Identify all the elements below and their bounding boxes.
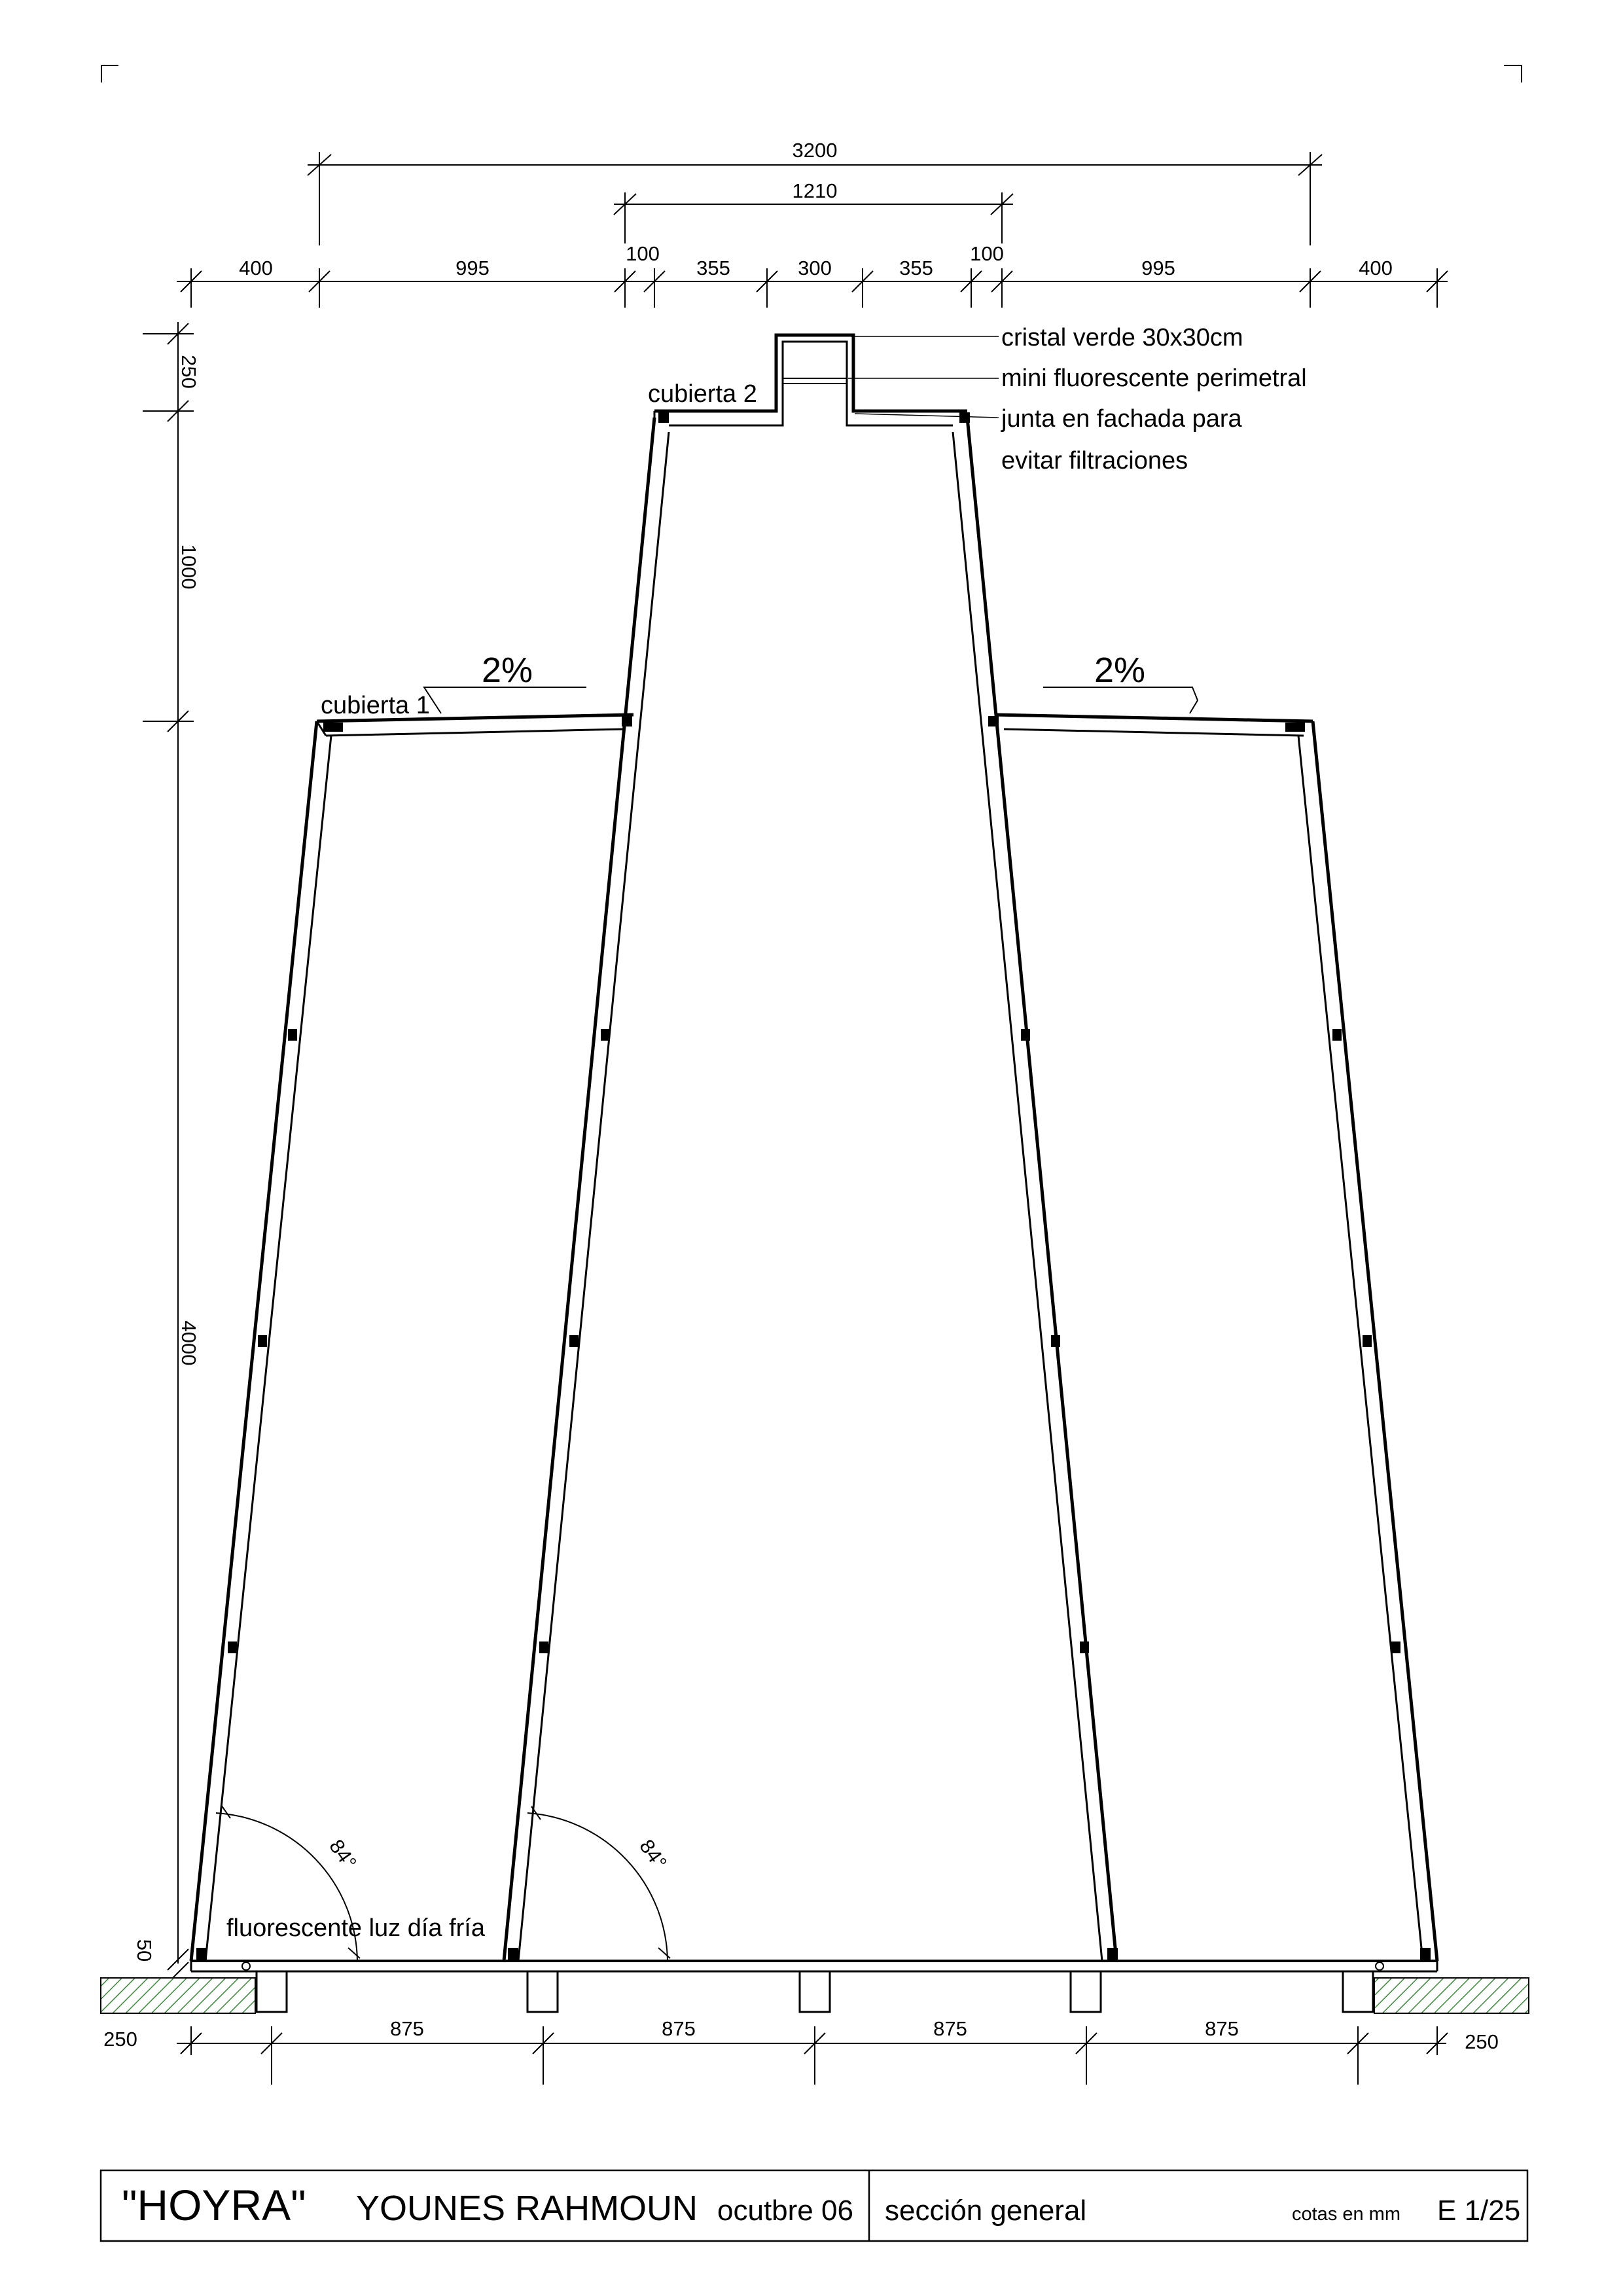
title-sheet: sección general	[885, 2195, 1087, 2227]
dim-row-8: 995	[1141, 257, 1175, 279]
building-section	[191, 335, 1437, 2012]
leader-lines	[848, 336, 999, 418]
note-fluorescent-base: fluorescente luz día fría	[226, 1914, 485, 1942]
dim-bottom-3: 875	[933, 2017, 967, 2040]
dim-vertical-4000: 4000	[177, 1320, 200, 1366]
dim-row-2: 995	[455, 257, 490, 279]
dim-bottom-1: 875	[390, 2017, 424, 2040]
title-scale: E 1/25	[1437, 2195, 1521, 2227]
dim-vertical-250: 250	[177, 355, 200, 389]
dim-overall-3200: 3200	[792, 139, 838, 162]
title-project: "HOYRA"	[122, 2181, 306, 2229]
slope-arrows	[424, 687, 1198, 713]
dim-row-7: 100	[970, 242, 1004, 265]
dim-row-1: 400	[239, 257, 273, 279]
label-slope-right: 2%	[1094, 651, 1146, 690]
dim-vertical-1000: 1000	[177, 544, 200, 590]
title-date: ocutbre 06	[717, 2195, 853, 2227]
title-units-note: cotas en mm	[1292, 2204, 1400, 2225]
ground-hatch	[101, 1978, 1529, 2013]
dim-bottom-4: 875	[1205, 2017, 1239, 2040]
dim-bottom-left: 250	[103, 2028, 137, 2051]
label-roof-2: cubierta 2	[648, 380, 757, 408]
label-angle-mid: 84°	[635, 1835, 671, 1874]
crop-marks	[101, 65, 1522, 82]
dim-bottom-right: 250	[1465, 2030, 1499, 2053]
title-author: YOUNES RAHMOUN	[356, 2189, 698, 2228]
label-angle-left: 84°	[325, 1835, 361, 1874]
dim-row-6: 355	[899, 257, 933, 279]
dim-bottom-2: 875	[662, 2017, 696, 2040]
note-fluorescent-top: mini fluorescente perimetral	[1001, 365, 1307, 392]
label-roof-1: cubierta 1	[321, 692, 430, 719]
structure-nodes	[196, 412, 1431, 1960]
dim-vertical-50: 50	[133, 1939, 156, 1962]
note-joint-line2: evitar filtraciones	[1001, 447, 1188, 475]
dim-row-9: 400	[1359, 257, 1393, 279]
dim-row-3: 100	[626, 242, 660, 265]
bottom-dimensions	[177, 2026, 1448, 2085]
note-joint-line1: junta en fachada para	[1001, 405, 1242, 433]
dim-inner-1210: 1210	[792, 179, 838, 202]
label-slope-left: 2%	[482, 651, 533, 690]
note-glass: cristal verde 30x30cm	[1001, 324, 1243, 351]
dim-row-5: 300	[798, 257, 832, 279]
fluorescent-fixtures	[242, 1962, 1383, 1970]
dim-row-4: 355	[696, 257, 730, 279]
